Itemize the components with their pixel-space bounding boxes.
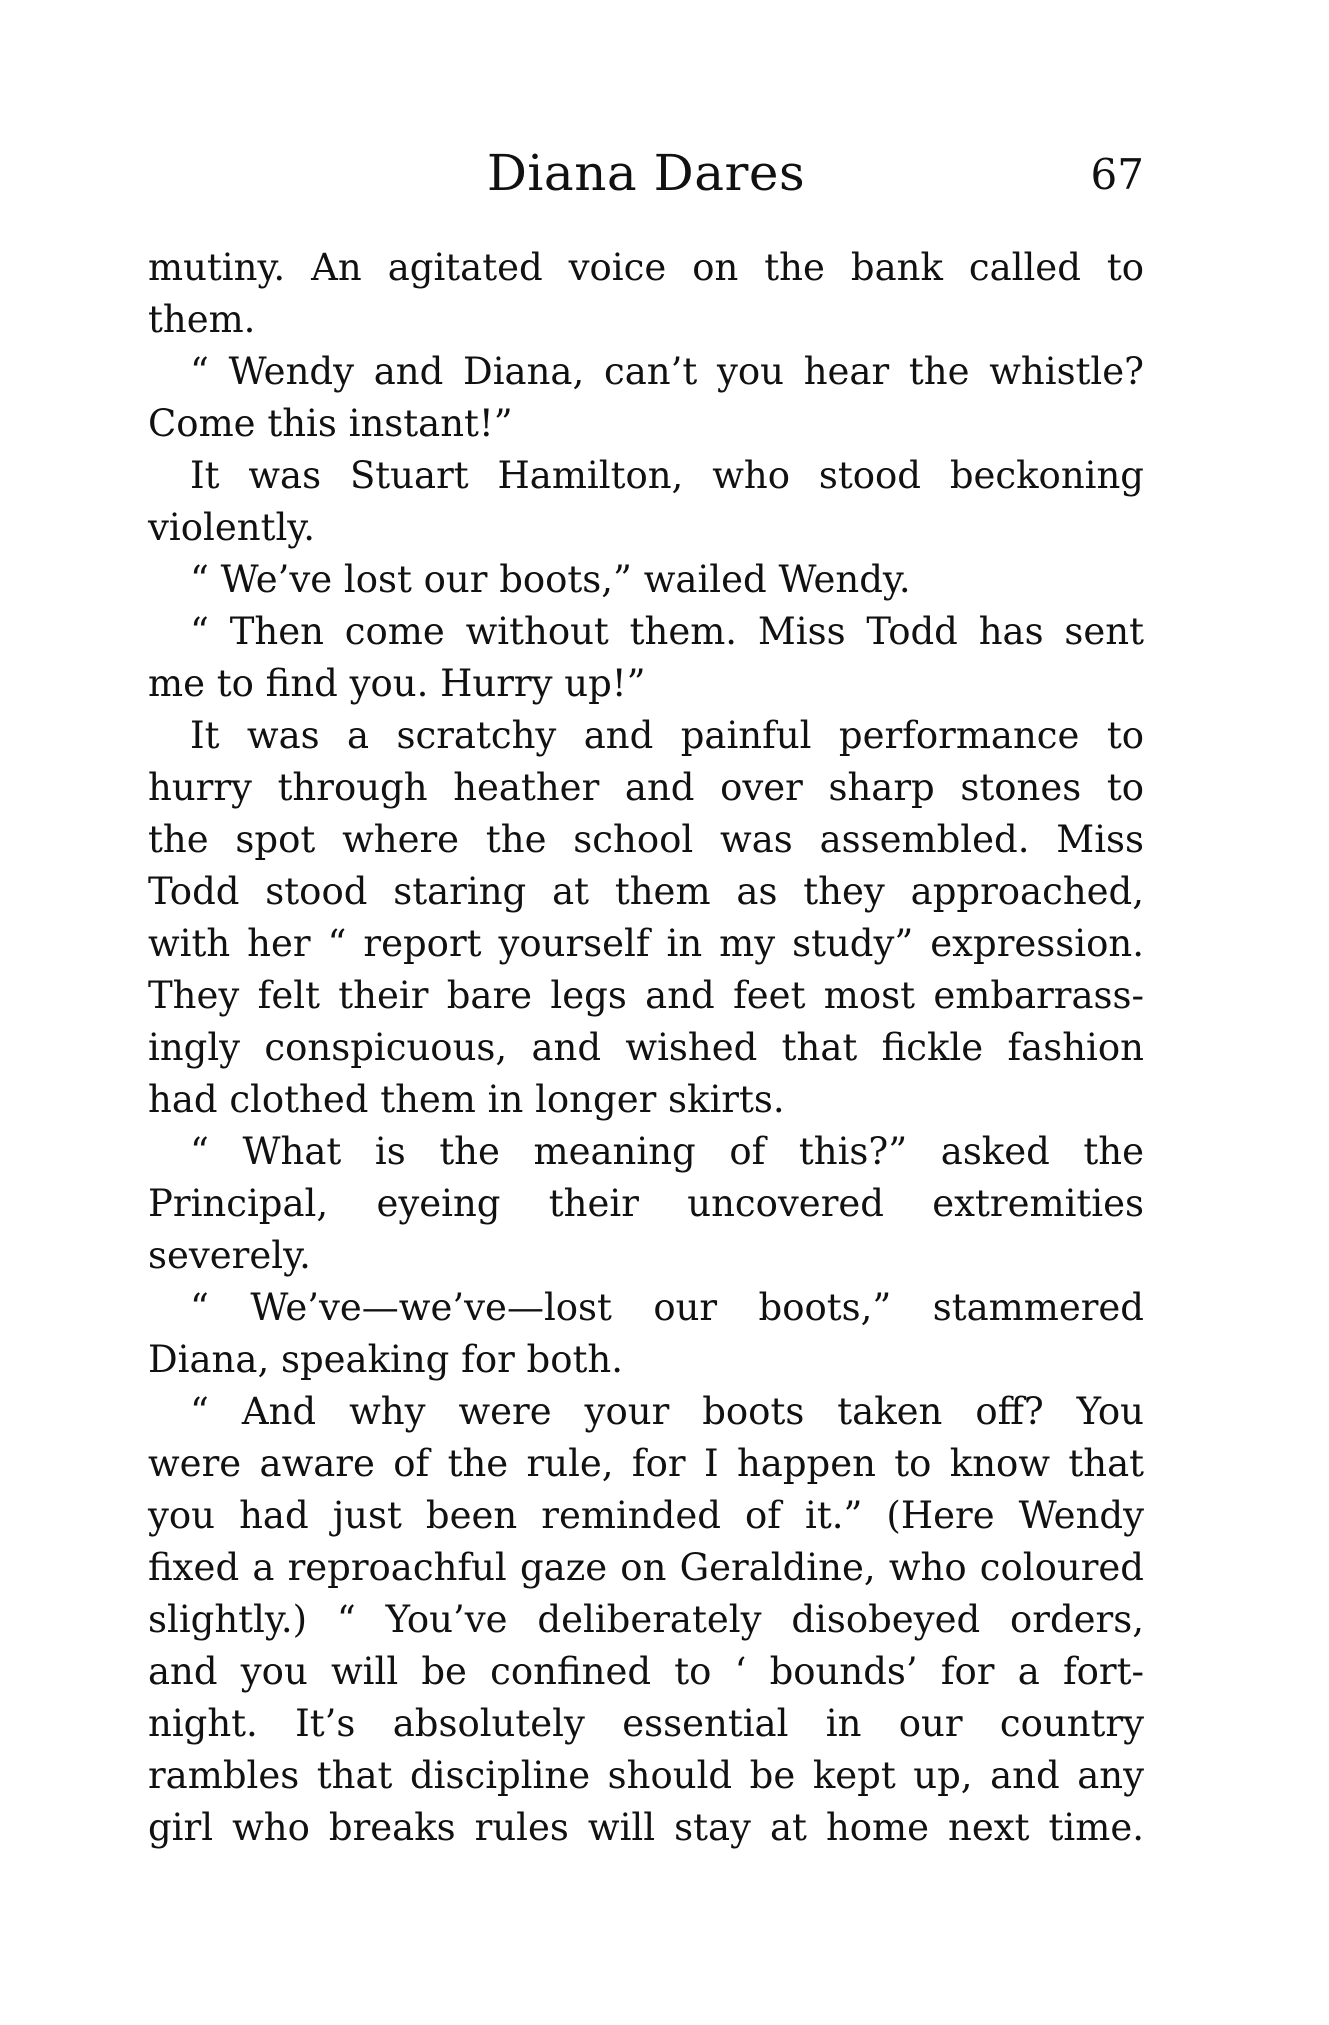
text-line: Principal, eyeing their uncovered extremities [148,1182,1144,1225]
text-line: severely. [148,1234,311,1277]
text-line: hurry through heather and over sharp stones to [148,766,1144,809]
text-line: “ And why were your boots taken off? You [190,1390,1144,1433]
body-text [148,242,1144,1854]
text-line: the spot where the school was assembled. Miss [148,818,1144,861]
text-line: you had just been reminded of it.” (Here Wendy [148,1494,1144,1537]
text-line: and you will be confined to ‘ bounds’ for a fort- [148,1650,1144,1693]
text-line: They felt their bare legs and feet most embarrass- [148,974,1144,1017]
text-line: had clothed them in longer skirts. [148,1078,785,1121]
text-line: “ Then come without them. Miss Todd has sent [190,610,1144,653]
text-line: Come this instant!” [148,402,513,445]
text-line: me to find you. Hurry up!” [148,662,646,705]
text-line: “ What is the meaning of this?” asked the [190,1130,1144,1173]
text-line: Todd stood staring at them as they approached, [148,870,1144,913]
text-line: slightly.) “ You’ve deliberately disobeyed orders, [148,1598,1144,1641]
text-line: “ Wendy and Diana, can’t you hear the whistle? [190,350,1144,393]
text-line: Diana, speaking for both. [148,1338,623,1381]
text-line: violently. [148,506,316,549]
text-line: them. [148,298,256,341]
text-line: with her “ report yourself in my study” expression. [148,922,1144,965]
text-line: ingly conspicuous, and wished that fickle fashion [148,1026,1144,1069]
text-line: night. It’s absolutely essential in our country [148,1702,1144,1745]
text-line: “ We’ve—we’ve—lost our boots,” stammered [190,1286,1144,1329]
text-line: mutiny. An agitated voice on the bank called to [148,246,1144,289]
text-line: fixed a reproachful gaze on Geraldine, who coloured [148,1546,1144,1589]
text-line: rambles that discipline should be kept up, and any [148,1754,1144,1797]
page-header [148,138,1144,208]
running-title: Diana Dares [486,144,806,202]
page-number: 67 [1090,150,1144,199]
text-line: “ We’ve lost our boots,” wailed Wendy. [190,558,911,601]
text-line: It was a scratchy and painful performance to [190,714,1144,757]
text-line: It was Stuart Hamilton, who stood beckoning [190,454,1144,497]
text-line: girl who breaks rules will stay at home next time. [148,1806,1144,1849]
text-line: were aware of the rule, for I happen to know that [148,1442,1144,1485]
